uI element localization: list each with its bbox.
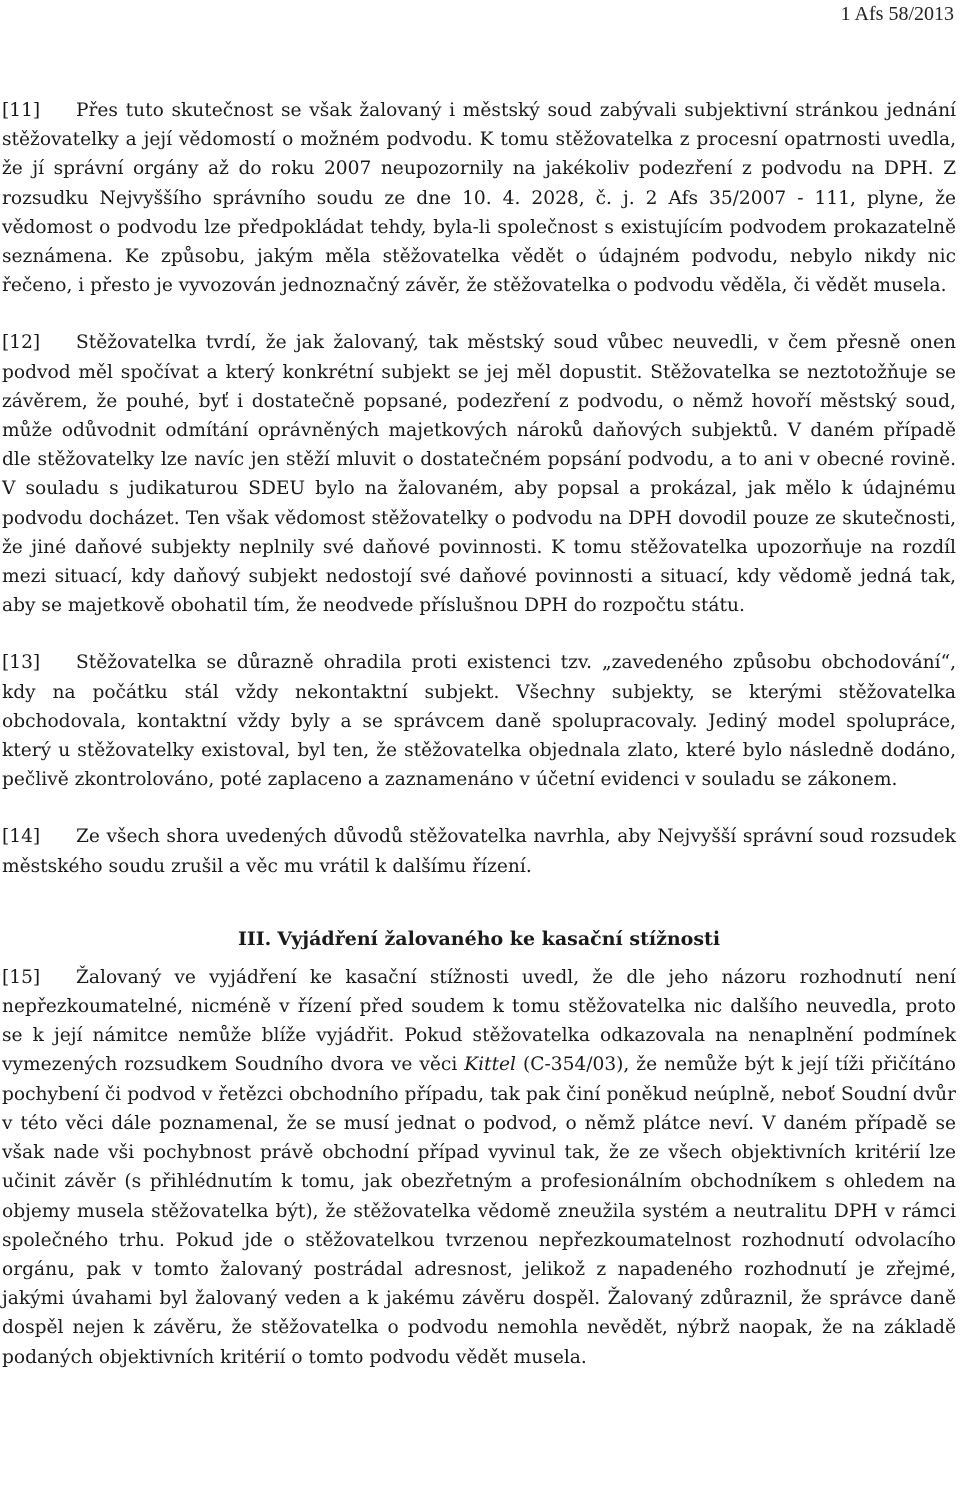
paragraph-number: [11] — [2, 100, 41, 121]
paragraph-14 — [2, 822, 956, 880]
paragraph-number: [13] — [2, 652, 41, 674]
paragraph-text: Ze všech shora uvedených důvodů stěžovatelka navrhla, aby Nejvyšší správní soud rozsudek městského soudu zrušil a věc mu vrátil k dalšímu řízení. — [2, 826, 956, 877]
section-heading — [2, 925, 956, 953]
document-body — [2, 96, 956, 1400]
paragraph-12 — [2, 328, 956, 620]
paragraph-15 — [2, 963, 956, 1372]
paragraph-13 — [2, 648, 956, 794]
paragraph-text: Přes tuto skutečnost se však žalovaný i městský soud zabývali subjektivní stránkou jednání stěžovatelky a její vědomostí o možném podvodu. K tomu stěžovatelka z procesní opatrnosti uvedla, že jí správní orgány až do roku 2007 neupozornily na jakékoliv podezření z podvodu na DPH. Z rozsudku Nejvyššího správního soudu ze dne 10. 4. 2028, č. j. 2 Afs 35/2007 - 111, plyne, že vědomost o podvodu lze předpokládat tehdy, byla-li společnost s existujícím podvodem prokazatelně seznámena. Ke způsobu, jakým měla stěžovatelka vědět o údajném podvodu, nebylo nikdy nic řečeno, i přesto je vyvozován jednoznačný závěr, že stěžovatelka o podvodu věděla, či vědět musela. — [2, 100, 956, 297]
paragraph-11 — [2, 96, 956, 300]
case-number-header: 1 Afs 58/2013 — [840, 3, 954, 25]
paragraph-text-part-1: Žalovaný ve vyjádření ke kasační stížnosti uvedl, že dle jeho názoru rozhodnutí není nepřezkoumatelné, nicméně v řízení před soudem k tomu stěžovatelka nic dalšího neuvedla, proto se k její námitce nemůže blíže vyjádřit. Pokud stěžovatelka odkazovala na nenaplnění podmínek vymezených rozsudkem Soudního dvora ve věci — [2, 966, 956, 1076]
paragraph-number: [12] — [2, 332, 41, 354]
paragraph-text: Stěžovatelka se důrazně ohradila proti existenci tzv. „zavedeného způsobu obchodování“, kdy na počátku stál vždy nekontaktní subjekt. Všechny subjekty, se kterými stěžovatelka obchodovala, kontaktní vždy byly a se správcem daně spolupracovaly. Jediný model spolupráce, který u stěžovatelky existoval, byl ten, že stěžovatelka objednala zlato, které bylo následně dodáno, pečlivě zkontrolováno, poté zaplaceno a zaznamenáno v účetní evidenci v souladu se zákonem. — [2, 652, 956, 791]
paragraph-text-part-2: (C-354/03), že nemůže být k její tíži přičítáno pochybení či podvod v řetězci obchodního případu, tak pak činí poněkud neúplně, neboť Soudní dvůr v této věci dále poznamenal, že se musí jednat o podvod, o němž plátce neví. V daném případě se však nade vši pochybnost právě obchodní případ vyvinul tak, že ze všech objektivních kritérií lze učinit závěr (s přihlédnutím k tomu, jak obezřetným a profesionálním obchodníkem s ohledem na objemy musela stěžovatelka být), že stěžovatelka vědomě zneužila systém a neutralitu DPH v rámci společného trhu. Pokud jde o stěžovatelkou tvrzenou nepřezkoumatelnost rozhodnutí odvolacího orgánu, pak v tomto žalovaný postrádal adresnost, jelikož z napadeného rozhodnutí je zřejmé, jakými úvahami byl žalovaný veden a k jakému závěru dospěl. Žalovaný zdůraznil, že správce daně dospěl nejen k závěru, že stěžovatelka o podvodu nemohla nevědět, nýbrž naopak, že na základě podaných objektivních kritérií o tomto podvodu vědět musela. — [2, 1054, 956, 1368]
section-roman-numeral: III. — [237, 927, 272, 950]
paragraph-number: [14] — [2, 826, 41, 848]
paragraph-text: Stěžovatelka tvrdí, že jak žalovaný, tak městský soud vůbec neuvedli, v čem přesně onen podvod měl spočívat a který konkrétní subjekt se jej měl dopustit. Stěžovatelka se neztotožňuje se závěrem, že pouhé, byť i dostatečně popsané, podezření z podvodu, o němž hovoří městský soud, může odůvodnit odmítání oprávněných majetkových nároků daňových subjektů. V daném případě dle stěžovatelky lze navíc jen stěží mluvit o dostatečném popsání podvodu, a to ani v obecné rovině. V souladu s judikaturou SDEU bylo na žalovaném, aby popsal a prokázal, jak mělo k údajnému podvodu docházet. Ten však vědomost stěžovatelky o podvodu na DPH dovodil pouze ze skutečnosti, že jiné daňové subjekty neplnily své daňové povinnosti. K tomu stěžovatelka upozorňuje na rozdíl mezi situací, kdy daňový subjekt nedostojí své daňové povinnosti a situací, kdy vědomě jedná tak, aby se majetkově obohatil tím, že neodvede příslušnou DPH do rozpočtu státu. — [2, 332, 956, 617]
paragraph-number: [15] — [2, 966, 41, 988]
case-name-italic: Kittel — [464, 1054, 516, 1076]
section-title: Vyjádření žalovaného ke kasační stížnosti — [277, 927, 721, 950]
